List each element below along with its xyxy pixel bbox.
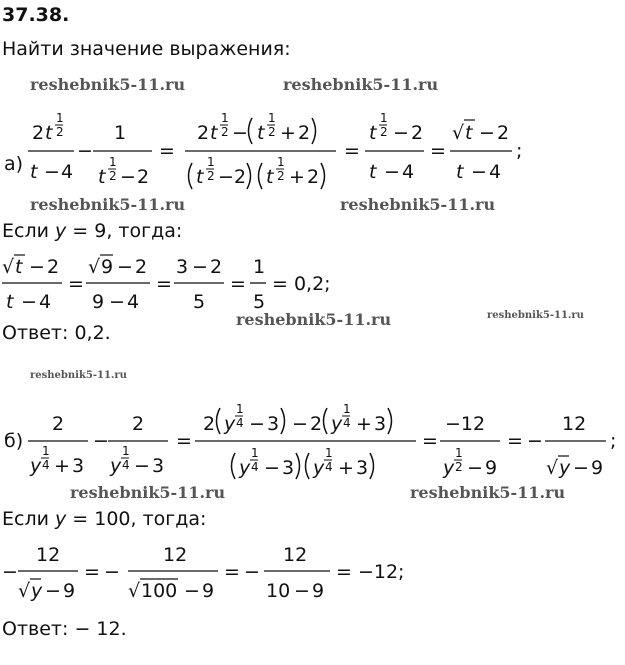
instruction-text: Найти значение выражения: xyxy=(2,38,291,60)
svg-text:t: t xyxy=(266,166,274,188)
part-b-condition: Если y = 100, тогда: xyxy=(2,508,207,530)
svg-text:+: + xyxy=(356,413,372,435)
svg-text:y: y xyxy=(443,457,455,479)
svg-text:1: 1 xyxy=(343,402,351,416)
svg-text:3: 3 xyxy=(282,457,295,479)
svg-text:t: t xyxy=(257,122,265,144)
svg-text:t: t xyxy=(456,161,464,183)
svg-text:y: y xyxy=(31,580,43,602)
svg-text:4: 4 xyxy=(42,458,50,472)
svg-text:−12: −12 xyxy=(445,413,486,435)
svg-text:5: 5 xyxy=(253,291,266,313)
svg-text:4: 4 xyxy=(39,291,52,313)
svg-text:t: t xyxy=(196,166,204,188)
svg-text:12: 12 xyxy=(562,413,587,435)
svg-text:√: √ xyxy=(2,256,15,278)
problem-number: 37.38. xyxy=(2,4,70,26)
svg-text:t: t xyxy=(30,161,38,183)
svg-text:1: 1 xyxy=(56,111,64,125)
svg-text:−: − xyxy=(249,413,265,435)
svg-text:= −12;: = −12; xyxy=(336,561,405,583)
svg-text:−: − xyxy=(292,413,308,435)
svg-text:1: 1 xyxy=(268,111,276,125)
svg-text:2: 2 xyxy=(497,122,510,144)
svg-text:2: 2 xyxy=(307,166,320,188)
svg-text:2: 2 xyxy=(455,460,463,474)
svg-text:;: ; xyxy=(516,140,523,162)
svg-text:9: 9 xyxy=(312,580,325,602)
svg-text:−: − xyxy=(384,161,400,183)
svg-text:−: − xyxy=(184,580,200,602)
svg-text:=: = xyxy=(68,273,84,295)
svg-text:=: = xyxy=(176,430,192,452)
svg-text:−: − xyxy=(120,166,136,188)
watermark-1: reshebnik5-11.ru xyxy=(30,75,186,94)
svg-text:100: 100 xyxy=(141,580,178,602)
svg-text:t: t xyxy=(210,122,218,144)
svg-text:√: √ xyxy=(88,256,101,278)
svg-text:t: t xyxy=(6,291,14,313)
svg-text:10: 10 xyxy=(266,580,291,602)
svg-text:−: − xyxy=(77,140,93,162)
svg-text:1: 1 xyxy=(122,444,130,458)
svg-text:y: y xyxy=(559,457,571,479)
svg-text:t: t xyxy=(465,122,473,144)
svg-text:2: 2 xyxy=(207,169,215,183)
svg-text:t: t xyxy=(98,166,106,188)
svg-text:−: − xyxy=(244,561,260,583)
svg-text:t: t xyxy=(369,161,377,183)
svg-text:3: 3 xyxy=(374,413,387,435)
watermark-6: reshebnik5-11.ru xyxy=(487,310,584,321)
svg-text:1: 1 xyxy=(109,155,117,169)
svg-text:−: − xyxy=(218,166,234,188)
svg-text:+: + xyxy=(54,455,70,477)
svg-text:√: √ xyxy=(546,457,559,479)
svg-text:3: 3 xyxy=(72,455,85,477)
svg-text:а): а) xyxy=(4,153,24,175)
svg-text:=: = xyxy=(507,430,523,452)
svg-text:2: 2 xyxy=(137,166,150,188)
svg-text:−: − xyxy=(573,457,589,479)
svg-text:1: 1 xyxy=(221,111,229,125)
svg-text:4: 4 xyxy=(402,161,415,183)
svg-text:12: 12 xyxy=(36,544,61,566)
svg-text:y: y xyxy=(331,413,343,435)
svg-text:2: 2 xyxy=(56,125,64,139)
svg-text:3: 3 xyxy=(356,457,369,479)
svg-text:2: 2 xyxy=(221,125,229,139)
svg-text:y: y xyxy=(110,455,122,477)
svg-text:9: 9 xyxy=(92,291,105,313)
svg-text:−: − xyxy=(479,122,495,144)
svg-text:5: 5 xyxy=(193,291,206,313)
svg-text:б): б) xyxy=(4,430,24,452)
svg-text:t: t xyxy=(15,256,23,278)
svg-text:2: 2 xyxy=(411,122,424,144)
svg-text:=: = xyxy=(430,140,446,162)
svg-text:2: 2 xyxy=(203,413,216,435)
svg-text:3: 3 xyxy=(152,455,165,477)
svg-text:−: − xyxy=(134,455,150,477)
svg-text:t: t xyxy=(369,122,377,144)
svg-text:9: 9 xyxy=(485,457,498,479)
svg-text:+: + xyxy=(338,457,354,479)
svg-text:√: √ xyxy=(18,580,31,602)
svg-text:2: 2 xyxy=(197,122,210,144)
svg-text:−: − xyxy=(471,161,487,183)
svg-text:−: − xyxy=(467,457,483,479)
svg-text:;: ; xyxy=(610,430,617,452)
svg-text:9: 9 xyxy=(63,580,76,602)
svg-text:−: − xyxy=(192,256,208,278)
svg-text:4: 4 xyxy=(343,416,351,430)
svg-text:2: 2 xyxy=(135,256,148,278)
svg-text:1: 1 xyxy=(236,402,244,416)
svg-text:4: 4 xyxy=(122,458,130,472)
watermark-5: reshebnik5-11.ru xyxy=(236,310,392,329)
svg-text:1: 1 xyxy=(455,446,463,460)
svg-text:=: = xyxy=(84,561,100,583)
svg-text:+: + xyxy=(280,122,296,144)
svg-text:−: − xyxy=(294,580,310,602)
svg-text:12: 12 xyxy=(283,544,308,566)
svg-text:4: 4 xyxy=(251,460,259,474)
svg-text:9: 9 xyxy=(101,256,114,278)
svg-text:√: √ xyxy=(452,122,465,144)
svg-text:−: − xyxy=(45,580,61,602)
watermark-7: reshebnik5-11.ru xyxy=(30,370,127,381)
svg-text:−: − xyxy=(109,291,125,313)
watermark-9: reshebnik5-11.ru xyxy=(410,483,566,502)
svg-text:4: 4 xyxy=(127,291,140,313)
svg-text:y: y xyxy=(313,457,325,479)
part-a-condition: Если y = 9, тогда: xyxy=(2,220,183,242)
svg-text:2: 2 xyxy=(234,166,247,188)
svg-text:y: y xyxy=(30,455,42,477)
svg-text:=: = xyxy=(159,140,175,162)
svg-text:=: = xyxy=(344,140,360,162)
svg-text:12: 12 xyxy=(163,544,188,566)
svg-text:−: − xyxy=(93,430,109,452)
svg-text:1: 1 xyxy=(277,155,285,169)
svg-text:√: √ xyxy=(128,580,141,602)
svg-text:−: − xyxy=(104,561,120,583)
svg-text:−: − xyxy=(232,122,248,144)
svg-text:= 0,2;: = 0,2; xyxy=(272,273,331,295)
svg-text:2: 2 xyxy=(32,122,45,144)
svg-text:2: 2 xyxy=(310,413,323,435)
svg-text:1: 1 xyxy=(251,446,259,460)
svg-text:=: = xyxy=(224,561,240,583)
svg-text:−: − xyxy=(2,561,18,583)
watermark-3: reshebnik5-11.ru xyxy=(30,195,186,214)
watermark-2: reshebnik5-11.ru xyxy=(283,75,439,94)
watermark-4: reshebnik5-11.ru xyxy=(340,195,496,214)
svg-text:−: − xyxy=(29,256,45,278)
svg-text:3: 3 xyxy=(267,413,280,435)
svg-text:=: = xyxy=(230,273,246,295)
svg-text:2: 2 xyxy=(109,169,117,183)
svg-text:−: − xyxy=(21,291,37,313)
svg-text:2: 2 xyxy=(47,256,60,278)
svg-text:1: 1 xyxy=(114,122,127,144)
svg-text:2: 2 xyxy=(268,125,276,139)
svg-text:y: y xyxy=(224,413,236,435)
svg-text:=: = xyxy=(422,430,438,452)
svg-text:−: − xyxy=(393,122,409,144)
svg-text:4: 4 xyxy=(325,460,333,474)
svg-text:2: 2 xyxy=(132,413,145,435)
svg-text:9: 9 xyxy=(202,580,215,602)
svg-text:1: 1 xyxy=(325,446,333,460)
svg-text:2: 2 xyxy=(52,413,65,435)
svg-text:−: − xyxy=(527,430,543,452)
svg-text:4: 4 xyxy=(489,161,502,183)
svg-text:−: − xyxy=(117,256,133,278)
svg-text:−: − xyxy=(264,457,280,479)
svg-text:2: 2 xyxy=(298,122,311,144)
svg-text:+: + xyxy=(289,166,305,188)
part-a-answer: Ответ: 0,2. xyxy=(2,322,111,344)
svg-text:t: t xyxy=(45,122,53,144)
svg-text:1: 1 xyxy=(42,444,50,458)
svg-text:4: 4 xyxy=(61,161,74,183)
svg-text:2: 2 xyxy=(210,256,223,278)
svg-text:1: 1 xyxy=(253,256,266,278)
svg-text:2: 2 xyxy=(380,125,388,139)
svg-text:9: 9 xyxy=(591,457,604,479)
watermark-8: reshebnik5-11.ru xyxy=(70,483,226,502)
svg-text:2: 2 xyxy=(277,169,285,183)
svg-text:4: 4 xyxy=(236,416,244,430)
svg-text:y: y xyxy=(239,457,251,479)
svg-text:1: 1 xyxy=(380,111,388,125)
svg-text:−: − xyxy=(44,161,60,183)
svg-text:=: = xyxy=(156,273,172,295)
svg-text:1: 1 xyxy=(207,155,215,169)
svg-text:3: 3 xyxy=(176,256,189,278)
part-b-answer: Ответ: − 12. xyxy=(2,618,127,640)
